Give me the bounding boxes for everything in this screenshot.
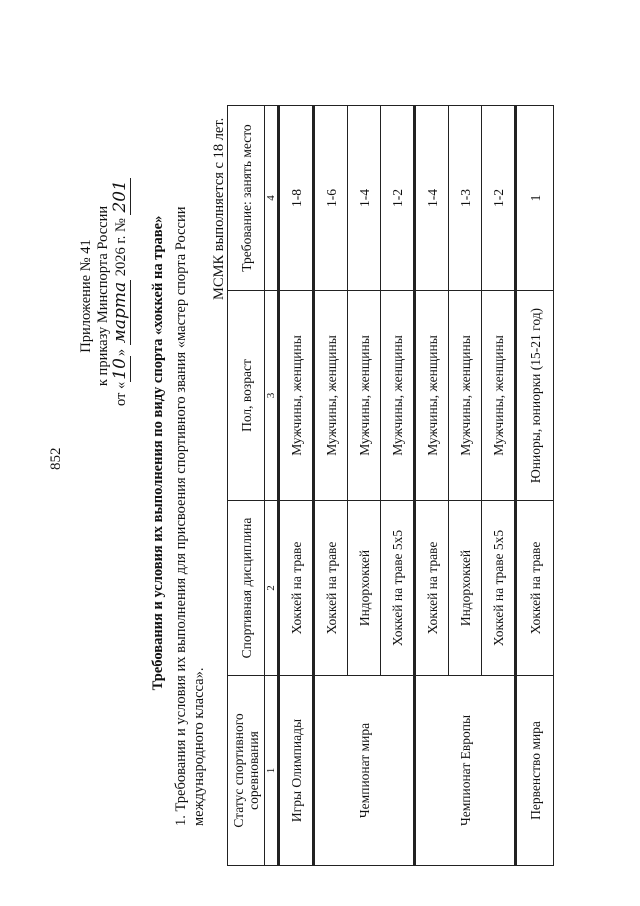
column-number: 2	[265, 501, 279, 676]
cell-gender-age: Юниоры, юниорки (15-21 год)	[516, 291, 554, 501]
column-number: 3	[265, 291, 279, 501]
table-row	[314, 106, 348, 866]
cell-gender-age: Мужчины, женщины	[381, 291, 415, 501]
cell-competition-status: Чемпионат мира	[314, 676, 415, 866]
header-discipline: Спортивная дисциплина	[228, 501, 265, 676]
requirements-table	[227, 105, 554, 866]
cell-discipline: Хоккей на траве	[516, 501, 554, 676]
date-month-handwritten: марта	[110, 281, 130, 344]
appendix-header	[78, 180, 130, 406]
page-number: 852	[48, 447, 64, 470]
table-row	[415, 106, 449, 866]
header-gender-age: Пол, возраст	[228, 291, 265, 501]
age-note: МСМК выполняется с 18 лет.	[211, 117, 227, 300]
date-day-handwritten: 10	[110, 358, 130, 380]
cell-required-place: 1-4	[348, 106, 381, 291]
cell-gender-age: Мужчины, женщины	[415, 291, 449, 501]
cell-gender-age: Мужчины, женщины	[279, 291, 314, 501]
cell-gender-age: Мужчины, женщины	[482, 291, 516, 501]
cell-gender-age: Мужчины, женщины	[314, 291, 348, 501]
cell-discipline: Хоккей на траве	[415, 501, 449, 676]
column-number: 4	[265, 106, 279, 291]
table-row	[516, 106, 554, 866]
column-number-row	[265, 106, 279, 866]
appendix-order-line: к приказу Минспорта России	[95, 205, 111, 387]
table-header-row	[228, 106, 265, 866]
cell-competition-status: Первенство мира	[516, 676, 554, 866]
header-status: Статус спортивного соревнования	[228, 676, 265, 866]
cell-required-place: 1-3	[449, 106, 482, 291]
cell-discipline: Индорхоккей	[348, 501, 381, 676]
table-row	[279, 106, 314, 866]
date-prefix: от «	[113, 381, 129, 406]
cell-discipline: Индорхоккей	[449, 501, 482, 676]
cell-discipline: Хоккей на траве	[279, 501, 314, 676]
column-number: 1	[265, 676, 279, 866]
cell-competition-status: Чемпионат Европы	[415, 676, 516, 866]
header-requirement: Требование: занять место	[228, 106, 265, 291]
cell-discipline: Хоккей на траве	[314, 501, 348, 676]
cell-competition-status: Игры Олимпиады	[279, 676, 314, 866]
document-title: Требования и условия их выполнения по виду спорта «хоккей на траве»	[150, 215, 166, 691]
cell-gender-age: Мужчины, женщины	[449, 291, 482, 501]
appendix-date-line	[110, 180, 130, 406]
cell-required-place: 1	[516, 106, 554, 291]
cell-required-place: 1-2	[381, 106, 415, 291]
cell-required-place: 1-8	[279, 106, 314, 291]
cell-required-place: 1-2	[482, 106, 516, 291]
intro-paragraph: 1. Требования и условия их выполнения для присвоения спортивного звания «мастер спорта России международного класса».	[173, 206, 207, 826]
cell-discipline: Хоккей на траве 5x5	[482, 501, 516, 676]
order-number-handwritten: 201	[110, 180, 130, 213]
date-mid: »	[113, 348, 129, 357]
cell-required-place: 1-6	[314, 106, 348, 291]
appendix-title: Приложение № 41	[78, 239, 94, 353]
cell-gender-age: Мужчины, женщины	[348, 291, 381, 501]
cell-required-place: 1-4	[415, 106, 449, 291]
date-year: 2026 г. №	[113, 218, 129, 277]
cell-discipline: Хоккей на траве 5x5	[381, 501, 415, 676]
